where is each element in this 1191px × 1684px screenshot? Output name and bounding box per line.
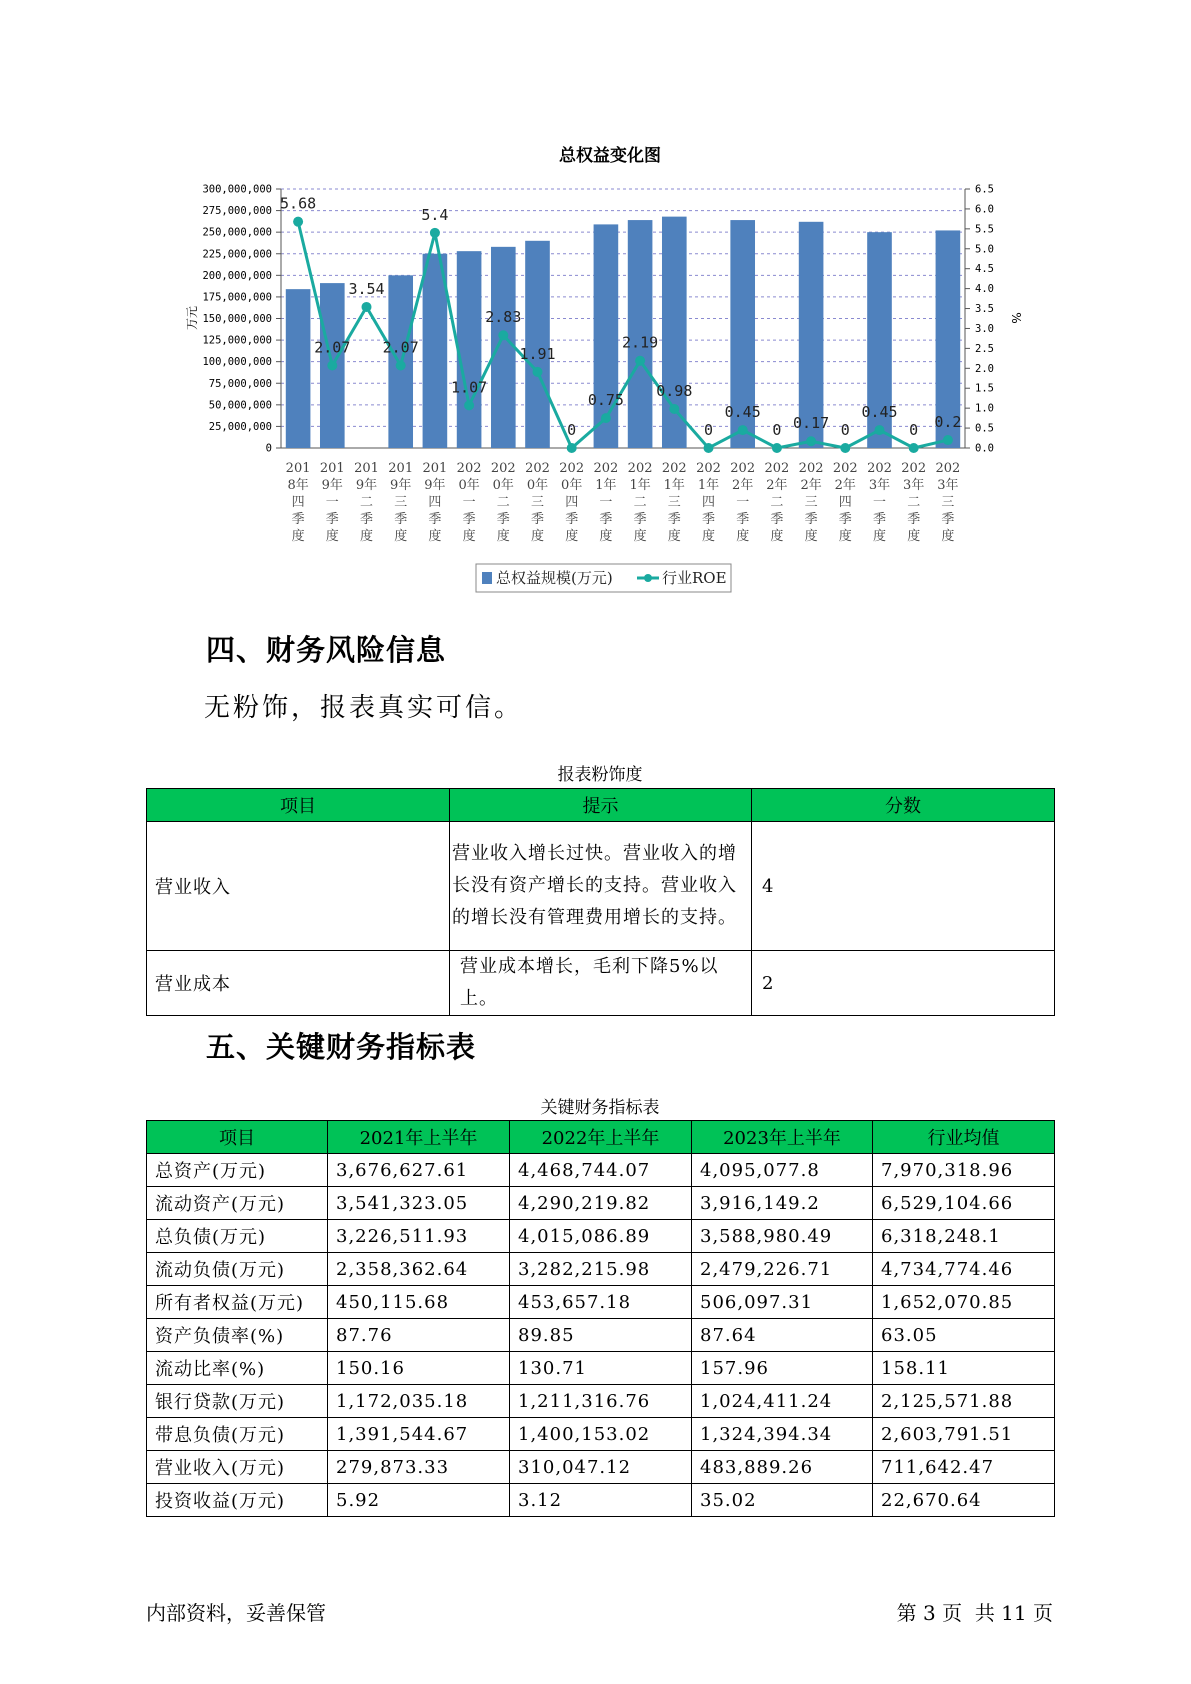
metric-value: 87.76 (328, 1319, 510, 1352)
y-right-tick-label: 6.5 (975, 183, 994, 196)
legend-line-marker (644, 574, 652, 582)
header-cell: 2022年上半年 (510, 1121, 692, 1154)
table-row (147, 1451, 1055, 1484)
y-left-tick-label: 300,000,000 (202, 183, 272, 196)
key-metrics-table (146, 1120, 1055, 1517)
metric-name: 流动负债(万元) (147, 1253, 328, 1286)
roe-data-label: 2.07 (382, 338, 419, 357)
roe-data-label: 0.2 (934, 413, 962, 432)
header-cell: 2021年上半年 (328, 1121, 510, 1154)
key-table-caption: 关键财务指标表 (540, 1098, 660, 1118)
metric-value: 711,642.47 (873, 1451, 1055, 1484)
x-tick-label: 202 3年一季度 (867, 461, 892, 544)
x-tick-label: 202 1年四季度 (696, 461, 721, 544)
metric-name: 投资收益(万元) (147, 1484, 328, 1517)
roe-point (362, 302, 372, 312)
x-tick-label: 202 0年一季度 (456, 461, 482, 544)
x-tick-label: 201 9年二季度 (354, 461, 379, 544)
y-right-tick-label: 0.5 (975, 422, 994, 435)
x-tick-label: 202 1年一季度 (593, 461, 619, 544)
y-left-tick-label: 250,000,000 (202, 226, 272, 239)
metric-value: 3.12 (510, 1484, 692, 1517)
metric-value: 1,211,316.76 (510, 1385, 692, 1418)
roe-point (840, 443, 850, 453)
table-row (147, 1385, 1055, 1418)
metric-value: 1,172,035.18 (328, 1385, 510, 1418)
roe-data-label: 0.98 (656, 381, 693, 400)
metric-value: 150.16 (328, 1352, 510, 1385)
equity-chart (0, 0, 1191, 600)
x-tick-label: 202 2年三季度 (798, 461, 824, 544)
footer-left: 内部资料，妥善保管 (146, 1601, 326, 1625)
y-left-tick-label: 175,000,000 (202, 291, 272, 304)
roe-point (669, 404, 679, 414)
section5-heading: 五、关键财务指标表 (206, 1030, 477, 1064)
y-right-tick-label: 2.5 (975, 342, 994, 355)
roe-point (772, 443, 782, 453)
metric-value: 89.85 (510, 1319, 692, 1352)
roe-point (943, 435, 953, 445)
metric-value: 483,889.26 (692, 1451, 873, 1484)
metric-value: 4,468,744.07 (510, 1154, 692, 1187)
table-row (147, 1187, 1055, 1220)
table-row (147, 1484, 1055, 1517)
x-tick-label: 202 0年二季度 (490, 461, 516, 544)
roe-point (533, 367, 543, 377)
metric-value: 22,670.64 (873, 1484, 1055, 1517)
y-left-tick-label: 25,000,000 (208, 420, 272, 433)
x-tick-label: 202 0年三季度 (525, 461, 550, 544)
roe-point (430, 228, 440, 238)
roe-data-label: 0.45 (724, 403, 761, 422)
metric-value: 4,015,086.89 (510, 1220, 692, 1253)
y-left-tick-label: 100,000,000 (202, 356, 272, 369)
table-row (147, 1154, 1055, 1187)
x-tick-label: 201 8年四季度 (285, 461, 311, 544)
metric-value: 5.92 (328, 1484, 510, 1517)
x-tick-label: 201 9年一季度 (319, 461, 345, 544)
roe-point (498, 330, 508, 340)
roe-data-label: 0 (772, 421, 782, 439)
risk-item: 营业收入 (147, 822, 450, 951)
metric-name: 流动资产(万元) (147, 1187, 328, 1220)
roe-data-label: 0.45 (861, 403, 898, 422)
y-right-tick-label: 0.0 (975, 442, 994, 455)
header-cell: 2023年上半年 (692, 1121, 873, 1154)
y-left-tick-label: 50,000,000 (208, 399, 272, 412)
metric-value: 4,095,077.8 (692, 1154, 873, 1187)
roe-data-label: 2.83 (485, 308, 522, 327)
y-right-tick-label: 1.0 (975, 402, 994, 415)
roe-data-label: 0.75 (587, 391, 624, 410)
roe-data-label: 5.68 (280, 194, 317, 213)
roe-point (327, 361, 337, 371)
metric-value: 87.64 (692, 1319, 873, 1352)
risk-tip: 营业收入增长过快。营业收入的增长没有资产增长的支持。营业收入的增长没有管理费用增长的支持。 (450, 822, 752, 951)
y-left-tick-label: 75,000,000 (208, 377, 272, 390)
metric-value: 3,226,511.93 (328, 1220, 510, 1253)
y-left-axis-label: 万元 (185, 305, 199, 331)
metric-value: 3,282,215.98 (510, 1253, 692, 1286)
header-cell: 项目 (147, 1121, 328, 1154)
y-right-tick-label: 4.5 (975, 263, 994, 276)
metric-value: 2,479,226.71 (692, 1253, 873, 1286)
metric-value: 1,652,070.85 (873, 1286, 1055, 1319)
metric-value: 1,024,411.24 (692, 1385, 873, 1418)
metric-value: 6,529,104.66 (873, 1187, 1055, 1220)
metric-name: 总负债(万元) (147, 1220, 328, 1253)
x-tick-label: 202 1年二季度 (627, 461, 653, 544)
header-cell: 分数 (752, 789, 1055, 822)
roe-point (464, 400, 474, 410)
x-tick-label: 201 9年三季度 (388, 461, 414, 544)
metric-name: 总资产(万元) (147, 1154, 328, 1187)
metric-value: 3,676,627.61 (328, 1154, 510, 1187)
y-left-tick-label: 150,000,000 (202, 313, 272, 325)
roe-data-label: 3.54 (348, 279, 385, 298)
roe-data-label: 2.19 (622, 333, 659, 352)
x-tick-label: 202 1年三季度 (661, 461, 687, 544)
y-right-tick-label: 1.5 (975, 382, 994, 395)
roe-point (396, 361, 406, 371)
roe-data-label: 0 (703, 421, 714, 439)
legend-bar-label: 总权益规模(万元) (496, 569, 613, 587)
x-tick-label: 202 2年四季度 (832, 461, 858, 544)
header-cell: 提示 (450, 789, 752, 822)
roe-data-label: 5.4 (421, 205, 449, 224)
y-right-tick-label: 6.0 (975, 203, 994, 216)
risk-score: 4 (752, 822, 1055, 951)
bar (286, 289, 311, 448)
metric-value: 506,097.31 (692, 1286, 873, 1319)
y-left-tick-label: 200,000,000 (202, 269, 272, 282)
legend-bar-swatch (482, 572, 492, 584)
y-left-tick-label: 225,000,000 (202, 248, 272, 261)
metric-value: 7,970,318.96 (873, 1154, 1055, 1187)
y-right-tick-label: 5.0 (975, 243, 994, 256)
metric-value: 3,541,323.05 (328, 1187, 510, 1220)
metric-value: 157.96 (692, 1352, 873, 1385)
y-right-tick-label: 3.0 (975, 322, 994, 335)
roe-data-label: 1.07 (451, 378, 488, 397)
roe-point (293, 217, 303, 227)
y-left-tick-label: 0 (265, 442, 272, 455)
key-table-header (147, 1121, 1055, 1154)
y-right-tick-label: 5.5 (975, 223, 994, 236)
metric-name: 资产负债率(%) (147, 1319, 328, 1352)
risk-table (146, 788, 1055, 1016)
header-cell: 行业均值 (873, 1121, 1055, 1154)
header-cell: 项目 (147, 789, 450, 822)
metric-value: 310,047.12 (510, 1451, 692, 1484)
x-tick-label: 202 3年二季度 (901, 461, 927, 544)
metric-value: 3,588,980.49 (692, 1220, 873, 1253)
table-row (147, 951, 1055, 1016)
section4-body: 无粉饰，报表真实可信。 (204, 693, 524, 723)
y-left-tick-label: 125,000,000 (202, 334, 272, 347)
risk-table-caption: 报表粉饰度 (557, 765, 643, 785)
table-row (147, 1253, 1055, 1286)
x-tick-label: 202 2年二季度 (764, 461, 790, 544)
metric-value: 453,657.18 (510, 1286, 692, 1319)
table-row (147, 1319, 1055, 1352)
table-row (147, 1220, 1055, 1253)
table-row (147, 822, 1055, 951)
metric-value: 1,400,153.02 (510, 1418, 692, 1451)
metric-value: 6,318,248.1 (873, 1220, 1055, 1253)
roe-point (704, 443, 714, 453)
legend-line-label: 行业ROE (662, 569, 727, 587)
roe-point (601, 413, 611, 423)
metric-value: 279,873.33 (328, 1451, 510, 1484)
metric-value: 1,391,544.67 (328, 1418, 510, 1451)
x-tick-label: 202 2年一季度 (730, 461, 756, 544)
roe-point (806, 436, 816, 446)
table-row (147, 1286, 1055, 1319)
section4-heading: 四、财务风险信息 (206, 633, 447, 667)
metric-value: 2,603,791.51 (873, 1418, 1055, 1451)
metric-value: 4,290,219.82 (510, 1187, 692, 1220)
x-tick-label: 202 3年三季度 (935, 461, 961, 544)
roe-point (909, 443, 919, 453)
metric-name: 银行贷款(万元) (147, 1385, 328, 1418)
risk-score: 2 (752, 951, 1055, 1016)
x-tick-label: 201 9年四季度 (422, 461, 448, 544)
chart-title: 总权益变化图 (559, 146, 661, 166)
metric-value: 3,916,149.2 (692, 1187, 873, 1220)
bar (457, 251, 482, 448)
roe-data-label: 0.17 (793, 414, 830, 433)
metric-value: 4,734,774.46 (873, 1253, 1055, 1286)
metric-value: 63.05 (873, 1319, 1055, 1352)
roe-point (567, 443, 577, 453)
roe-data-label: 0 (840, 421, 850, 439)
x-tick-label: 202 0年四季度 (559, 461, 585, 544)
risk-table-header (147, 789, 1055, 822)
y-right-axis-label: % (1009, 312, 1023, 324)
metric-value: 2,358,362.64 (328, 1253, 510, 1286)
roe-point (738, 425, 748, 435)
metric-value: 2,125,571.88 (873, 1385, 1055, 1418)
metric-name: 带息负债(万元) (147, 1418, 328, 1451)
roe-data-label: 1.91 (519, 344, 556, 363)
metric-value: 158.11 (873, 1352, 1055, 1385)
metric-value: 130.71 (510, 1352, 692, 1385)
risk-tip: 营业成本增长，毛利下降5%以上。 (450, 951, 752, 1016)
footer-page-number: 第 3 页 共 11 页 (896, 1601, 1053, 1625)
metric-value: 35.02 (692, 1484, 873, 1517)
metric-name: 所有者权益(万元) (147, 1286, 328, 1319)
y-right-tick-label: 2.0 (975, 362, 994, 375)
roe-data-label: 2.07 (314, 338, 351, 357)
metric-value: 1,324,394.34 (692, 1418, 873, 1451)
roe-data-label: 0 (909, 421, 919, 439)
roe-point (875, 425, 885, 435)
y-right-tick-label: 3.5 (975, 303, 994, 316)
risk-item: 营业成本 (147, 951, 450, 1016)
metric-name: 流动比率(%) (147, 1352, 328, 1385)
metric-value: 450,115.68 (328, 1286, 510, 1319)
bar (491, 247, 516, 448)
table-row (147, 1352, 1055, 1385)
y-right-tick-label: 4.0 (975, 283, 994, 296)
roe-point (635, 356, 645, 366)
metric-name: 营业收入(万元) (147, 1451, 328, 1484)
roe-data-label: 0 (567, 421, 577, 439)
y-left-tick-label: 275,000,000 (202, 205, 272, 218)
table-row (147, 1418, 1055, 1451)
